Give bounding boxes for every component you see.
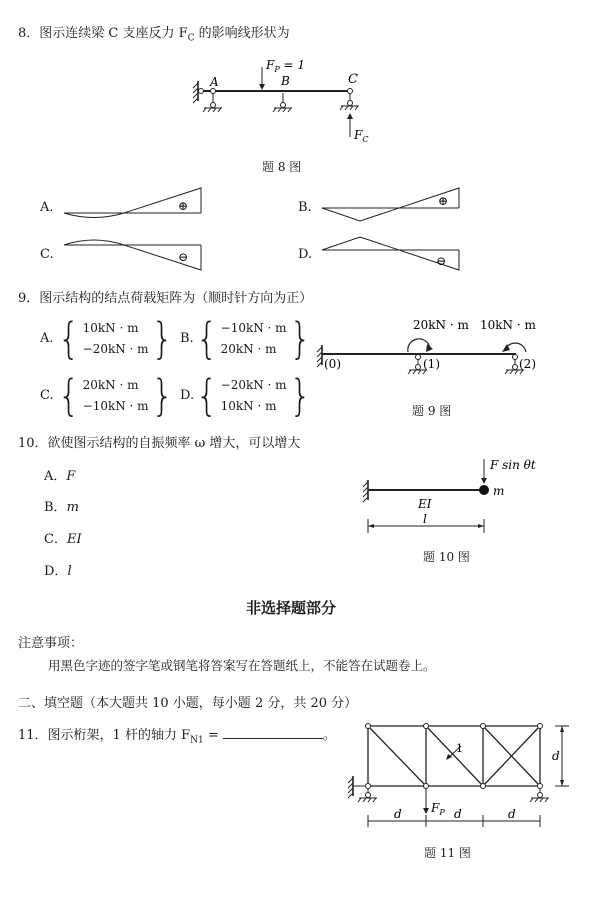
q8-reaction-label: $F_C$ (354, 128, 369, 144)
q9-beam-figure (310, 312, 550, 402)
q9-caption: 题 9 图 (412, 404, 452, 418)
q10-cantilever-figure (360, 455, 560, 545)
q9-option-a-label: A. (40, 331, 54, 346)
q10-option-d: D．l (44, 564, 72, 579)
notice-title: 注意事项： (18, 636, 84, 651)
notice-body: 用黑色字迹的签字笔或钢笔将答案写在答题纸上，不能答在试题卷上。 (48, 658, 436, 673)
q10-option-c: C．EI (44, 532, 82, 547)
q11-answer-blank (223, 726, 323, 739)
q9-stem: 9．图示结构的结点荷载矩阵为（顺时针方向为正） (18, 291, 313, 306)
q9-moment-1-label: 20kN · m (413, 318, 469, 332)
q9-option-d-matrix: { −20kN · m 10kN · m } (196, 371, 312, 421)
q8-caption: 题 8 图 (262, 160, 302, 174)
q11-dim-3: d (508, 807, 516, 821)
q8-option-a-label: A. (40, 200, 54, 215)
q11-bar-1-label: 1 (456, 742, 463, 755)
q8-option-c-diagram (64, 237, 214, 282)
q11-dim-2: d (454, 807, 462, 821)
q8-a-plus-sign: ⊕ (178, 199, 189, 213)
q8-option-d-label: D. (298, 247, 313, 262)
q8-stem: 8．图示连续梁 C 支座反力 $F_C$ 的影响线形状为 (18, 26, 290, 44)
q9-option-d-label: D. (180, 388, 195, 403)
part2-heading: 非选择题部分 (246, 599, 337, 617)
q10-caption: 题 10 图 (423, 550, 470, 564)
q10-length-label: l (423, 512, 427, 526)
q10-option-b: B．m (44, 500, 79, 515)
q11-caption: 题 11 图 (424, 846, 471, 860)
q11-truss-figure (340, 720, 580, 830)
q10-stem: 10．欲使图示结构的自振频率 ω 增大，可以增大 (18, 436, 301, 451)
q10-mass-label: m (493, 484, 505, 498)
q8-option-c-label: C. (40, 247, 54, 262)
q11-load-label: $F_P$ (431, 801, 445, 817)
q9-node-2: (2) (519, 357, 536, 371)
q10-force-label: F sin θt (490, 458, 536, 472)
q8-option-d-diagram (322, 237, 472, 282)
q8-point-c: C (348, 72, 358, 87)
q8-b-plus-sign: ⊕ (438, 194, 449, 208)
q8-option-b-label: B. (298, 200, 312, 215)
q8-point-b: B (281, 74, 290, 88)
q9-option-c-matrix: { 20kN · m −10kN · m } (58, 371, 174, 421)
q8-point-a: A (210, 75, 219, 89)
fill-in-section-title: 二、填空题（本大题共 10 小题，每小题 2 分，共 20 分） (18, 696, 358, 711)
q8-beam-figure (0, 55, 600, 205)
q10-stiffness-label: EI (418, 497, 432, 511)
q11-dim-height: d (552, 749, 560, 763)
q8-option-b-diagram (322, 188, 472, 228)
q9-option-b-label: B. (180, 331, 194, 346)
q11-dim-1: d (394, 807, 402, 821)
q8-c-minus-sign: ⊖ (178, 250, 189, 264)
q11-stem: 11．图示桁架，1 杆的轴力 $F_{N1}$ = 。 (18, 728, 336, 746)
q9-node-1: (1) (423, 357, 440, 371)
q10-option-a: A．F (44, 469, 76, 484)
q9-moment-2-label: 10kN · m (480, 318, 536, 332)
q8-load-label: $F_P = 1$ (266, 58, 306, 74)
q9-option-b-matrix: { −10kN · m 20kN · m } (196, 314, 312, 364)
q9-option-a-matrix: { 10kN · m −20kN · m } (58, 314, 174, 364)
q9-node-0: (0) (324, 357, 341, 371)
q8-d-minus-sign: ⊖ (436, 254, 447, 268)
q9-option-c-label: C. (40, 388, 54, 403)
q8-option-a-diagram (64, 188, 214, 228)
